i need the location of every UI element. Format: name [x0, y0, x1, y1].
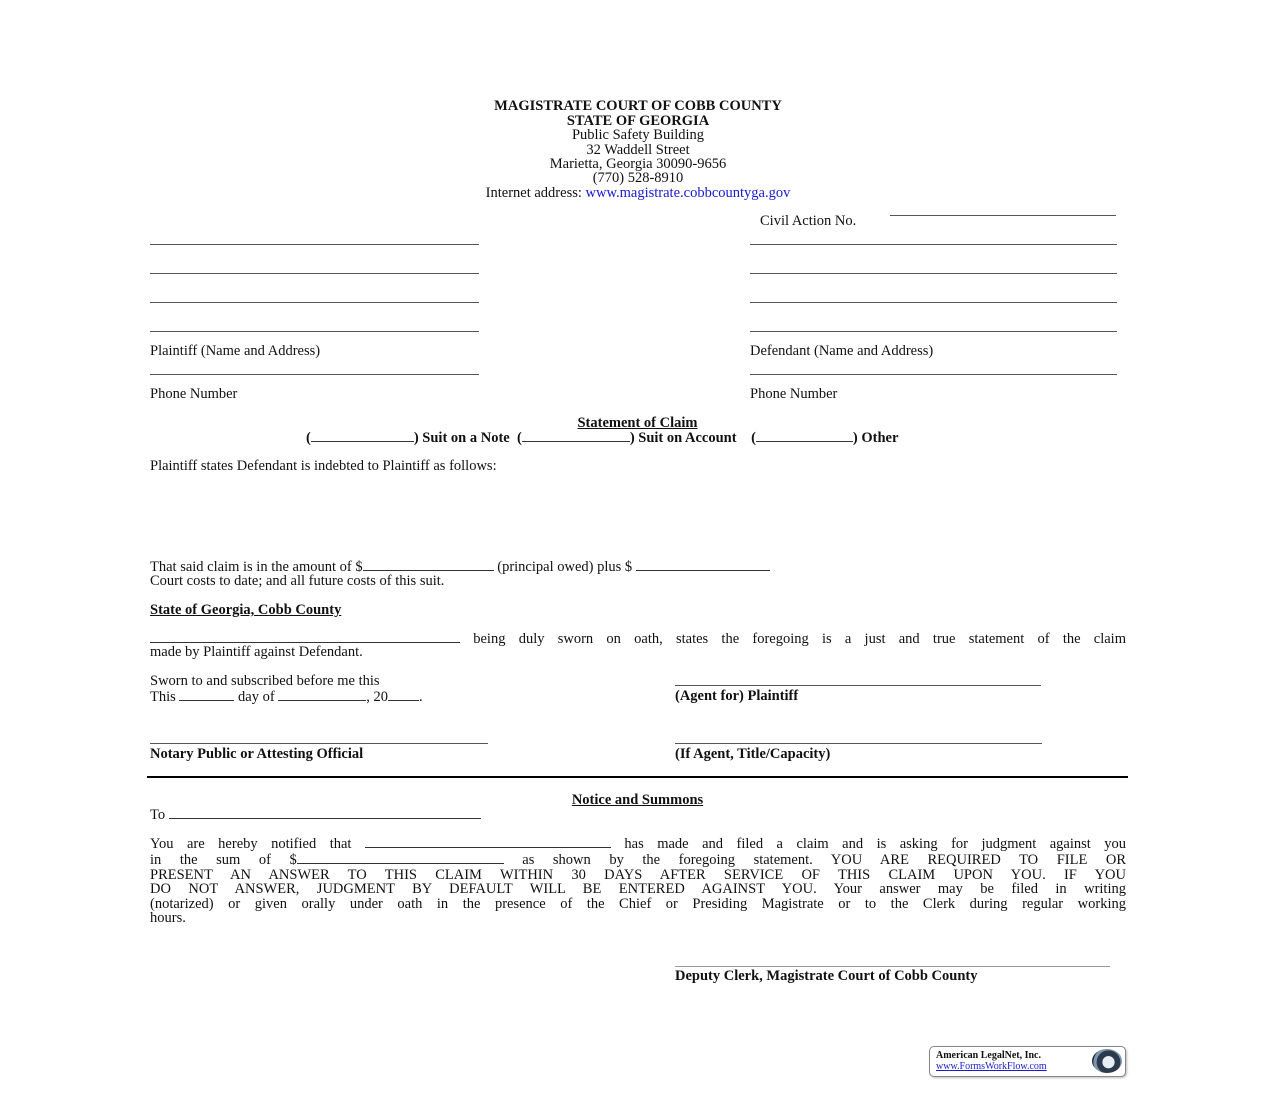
defendant-address-line-4[interactable] — [750, 331, 1117, 332]
oath-line-1: being duly sworn on oath, states the foregoing is a just and true statement of the claim — [150, 630, 1126, 648]
sworn-month-field[interactable] — [278, 688, 366, 701]
defendant-label: Defendant (Name and Address) — [750, 343, 934, 359]
plaintiff-address-line-3[interactable] — [150, 302, 479, 303]
summons-to-line: To — [150, 806, 481, 824]
claim-intro: Plaintiff states Defendant is indebted to Plaintiff as follows: — [150, 458, 497, 474]
summons-line-6: hours. — [150, 910, 186, 927]
deputy-clerk-signature-line[interactable] — [675, 966, 1110, 967]
claim-type-other[interactable]: ( ) Other — [751, 430, 899, 446]
notary-label: Notary Public or Attesting Official — [150, 746, 364, 762]
company-name: American LegalNet, Inc. — [936, 1050, 1041, 1061]
deputy-clerk-label: Deputy Clerk, Magistrate Court of Cobb County — [675, 968, 978, 984]
summons-line-4: DO NOT ANSWER, JUDGMENT BY DEFAULT WILL BE ENTERED AGAINST YOU. Your answer may be filed in writing — [150, 881, 1126, 898]
court-costs-line: Court costs to date; and all future costs of this suit. — [150, 573, 445, 589]
other-field[interactable] — [756, 429, 853, 442]
summons-paragraph — [150, 835, 1126, 925]
notice-summons-title: Notice and Summons — [571, 792, 704, 808]
agent-title-line[interactable] — [675, 743, 1042, 744]
court-phone: (770) 528-8910 — [592, 170, 684, 186]
summons-line-3: PRESENT AN ANSWER TO THIS CLAIM WITHIN 30 DAYS AFTER SERVICE OF THIS CLAIM UPON YOU. IF YOU — [150, 866, 1126, 883]
section-divider — [147, 776, 1128, 778]
summons-line-2: in the sum of $ as shown by the foregoing statement. YOU ARE REQUIRED TO FILE OR — [150, 852, 1127, 869]
claim-type-options — [306, 429, 898, 447]
suit-on-note-field[interactable] — [311, 429, 414, 442]
notary-signature-line[interactable] — [150, 743, 488, 744]
internet-address — [0, 186, 1275, 200]
defendant-phone-field[interactable] — [750, 374, 1117, 375]
defendant-phone-label: Phone Number — [750, 386, 838, 402]
summons-line-1: You are hereby notified that has made and filed a claim and is asking for judgment against you — [150, 836, 1127, 852]
civil-action-field[interactable] — [890, 215, 1116, 216]
street-address: 32 Waddell Street — [586, 142, 690, 158]
plaintiff-address-line-4[interactable] — [150, 331, 479, 332]
plaintiff-address-line-2[interactable] — [150, 273, 479, 274]
sworn-line: Sworn to and subscribed before me this — [150, 673, 380, 689]
american-legalnet-badge[interactable] — [929, 1046, 1126, 1077]
city-address: Marietta, Georgia 30090-9656 — [549, 156, 727, 172]
affiant-name-field[interactable] — [150, 630, 460, 643]
internet-label: Internet address: — [485, 185, 586, 201]
claimant-name-field[interactable] — [365, 835, 611, 848]
suit-on-account-field[interactable] — [522, 429, 630, 442]
civil-action-label: Civil Action No. — [760, 213, 857, 229]
legalnet-globe-icon — [1092, 1049, 1122, 1073]
venue-heading: State of Georgia, Cobb County — [150, 602, 342, 618]
defendant-address-line-3[interactable] — [750, 302, 1117, 303]
claim-type-suit-on-note[interactable]: ( ) Suit on a Note — [306, 430, 510, 446]
claim-amount-line: That said claim is in the amount of $ (principal owed) plus $ — [150, 558, 770, 576]
formsworkflow-link[interactable]: www.FormsWorkFlow.com — [936, 1061, 1047, 1072]
state-name: STATE OF GEORGIA — [566, 113, 710, 129]
court-website-link[interactable]: www.magistrate.cobbcountyga.gov — [585, 185, 791, 201]
summons-line-5: (notarized) or given orally under oath in the presence of the Chief or Presiding Magistrate or to the Clerk during regular working — [150, 895, 1126, 912]
court-name: MAGISTRATE COURT OF COBB COUNTY — [494, 98, 782, 114]
agent-title-label: (If Agent, Title/Capacity) — [675, 746, 831, 762]
court-costs-field[interactable] — [636, 558, 770, 571]
claim-description-area[interactable] — [150, 478, 1126, 553]
statement-of-claim-title: Statement of Claim — [577, 415, 698, 431]
plaintiff-address-line-1[interactable] — [150, 244, 479, 245]
defendant-address-line-2[interactable] — [750, 273, 1117, 274]
plaintiff-phone-label: Phone Number — [150, 386, 238, 402]
plaintiff-label: Plaintiff (Name and Address) — [150, 343, 321, 359]
sworn-year-field[interactable] — [388, 688, 419, 701]
summons-to-field[interactable] — [169, 806, 481, 819]
building-name: Public Safety Building — [571, 127, 705, 143]
agent-for-plaintiff-label: (Agent for) Plaintiff — [675, 688, 799, 704]
oath-line-2: made by Plaintiff against Defendant. — [150, 644, 363, 660]
sworn-date-line: This day of , 20 . — [150, 689, 423, 705]
defendant-address-line-1[interactable] — [750, 244, 1117, 245]
sworn-day-field[interactable] — [179, 688, 234, 701]
plaintiff-signature-line[interactable] — [675, 685, 1041, 686]
plaintiff-phone-field[interactable] — [150, 374, 479, 375]
claim-type-suit-on-account[interactable]: ( ) Suit on Account — [516, 430, 737, 446]
principal-amount-field[interactable] — [363, 558, 494, 571]
claim-sum-field[interactable] — [297, 851, 504, 864]
